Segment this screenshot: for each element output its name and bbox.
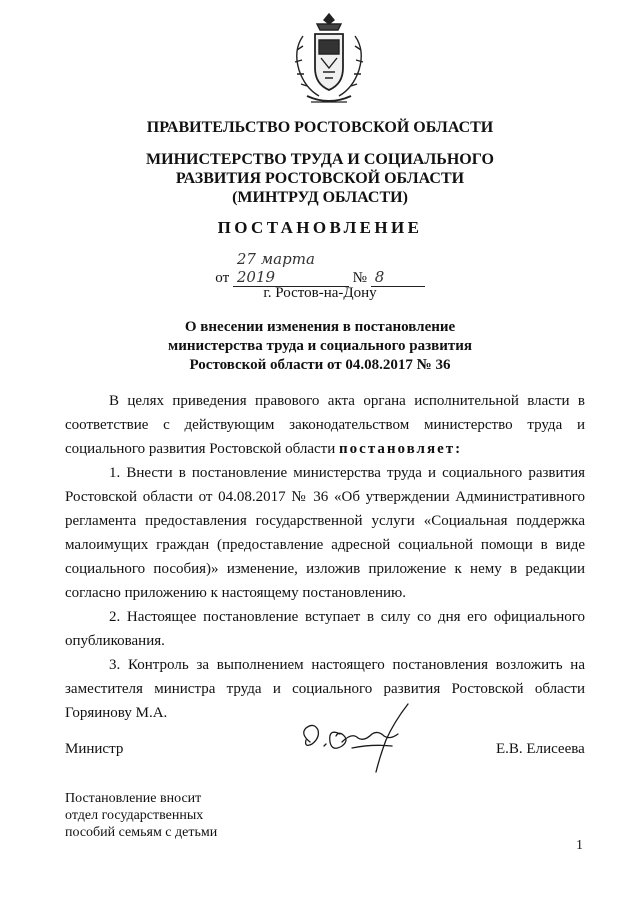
ministry-title [0, 150, 640, 207]
coat-of-arms-icon [289, 10, 369, 108]
signer-position: Министр [65, 741, 124, 757]
document-type: ПОСТАНОВЛЕНИЕ [217, 218, 423, 237]
handwritten-date: 27 марта 2019 [233, 250, 349, 287]
handwritten-signature-icon [290, 702, 410, 774]
item-paragraph: 1. Внести в постановление министерства труда и социального развития Ростовской области от 04.08.2017 № 36 «Об утверждении Административного регламента предоставления государственной услуги «Социальная поддержка малоимущих граждан (предоставление адресной социальной помощи в виде социального пособия)» изменение, изложив приложение к нему в редакции согласно приложению к настоящему постановлению. [65, 465, 585, 601]
subject-heading [0, 318, 640, 375]
handwritten-number: 8 [371, 268, 425, 287]
item-paragraph: 3. Контроль за выполнением настоящего постановления возложить на заместителя министра труда и социального развития Ростовской области Горяинову М.А. [65, 657, 585, 721]
note-line: Постановление вносит [65, 791, 202, 806]
date-prefix: от [215, 270, 230, 286]
subject-line: О внесении изменения в постановление [184, 319, 456, 335]
subject-line: Ростовской области от 04.08.2017 № 36 [189, 357, 451, 373]
ministry-line: МИНИСТЕРСТВО ТРУДА И СОЦИАЛЬНОГО [146, 151, 494, 168]
city: г. Ростов-на-Дону [263, 285, 377, 301]
item-paragraph: 2. Настоящее постановление вступает в силу со дня его официального опубликования. [65, 609, 585, 649]
note-line: отдел государственных [65, 808, 204, 823]
document-body [65, 389, 585, 725]
intro-paragraph [65, 389, 585, 461]
signer-name: Е.В. Елисеева [496, 741, 585, 757]
government-title: ПРАВИТЕЛЬСТВО РОСТОВСКОЙ ОБЛАСТИ [146, 119, 494, 136]
number-label: № [352, 270, 367, 286]
dateline [0, 250, 640, 287]
ministry-line: (МИНТРУД ОБЛАСТИ) [232, 189, 408, 206]
intro-text: В целях приведения правового акта органа исполнительной власти в соответствие с действующим законодательством министерство труда и социального развития Ростовской области [65, 393, 585, 457]
subject-line: министерства труда и социального развития [167, 338, 473, 354]
ministry-line: РАЗВИТИЯ РОСТОВСКОЙ ОБЛАСТИ [175, 170, 465, 187]
submitter-note [65, 790, 217, 841]
resolves-word: постановляет: [339, 441, 463, 457]
note-line: пособий семьям с детьми [65, 825, 218, 840]
page-number: 1 [576, 838, 583, 853]
